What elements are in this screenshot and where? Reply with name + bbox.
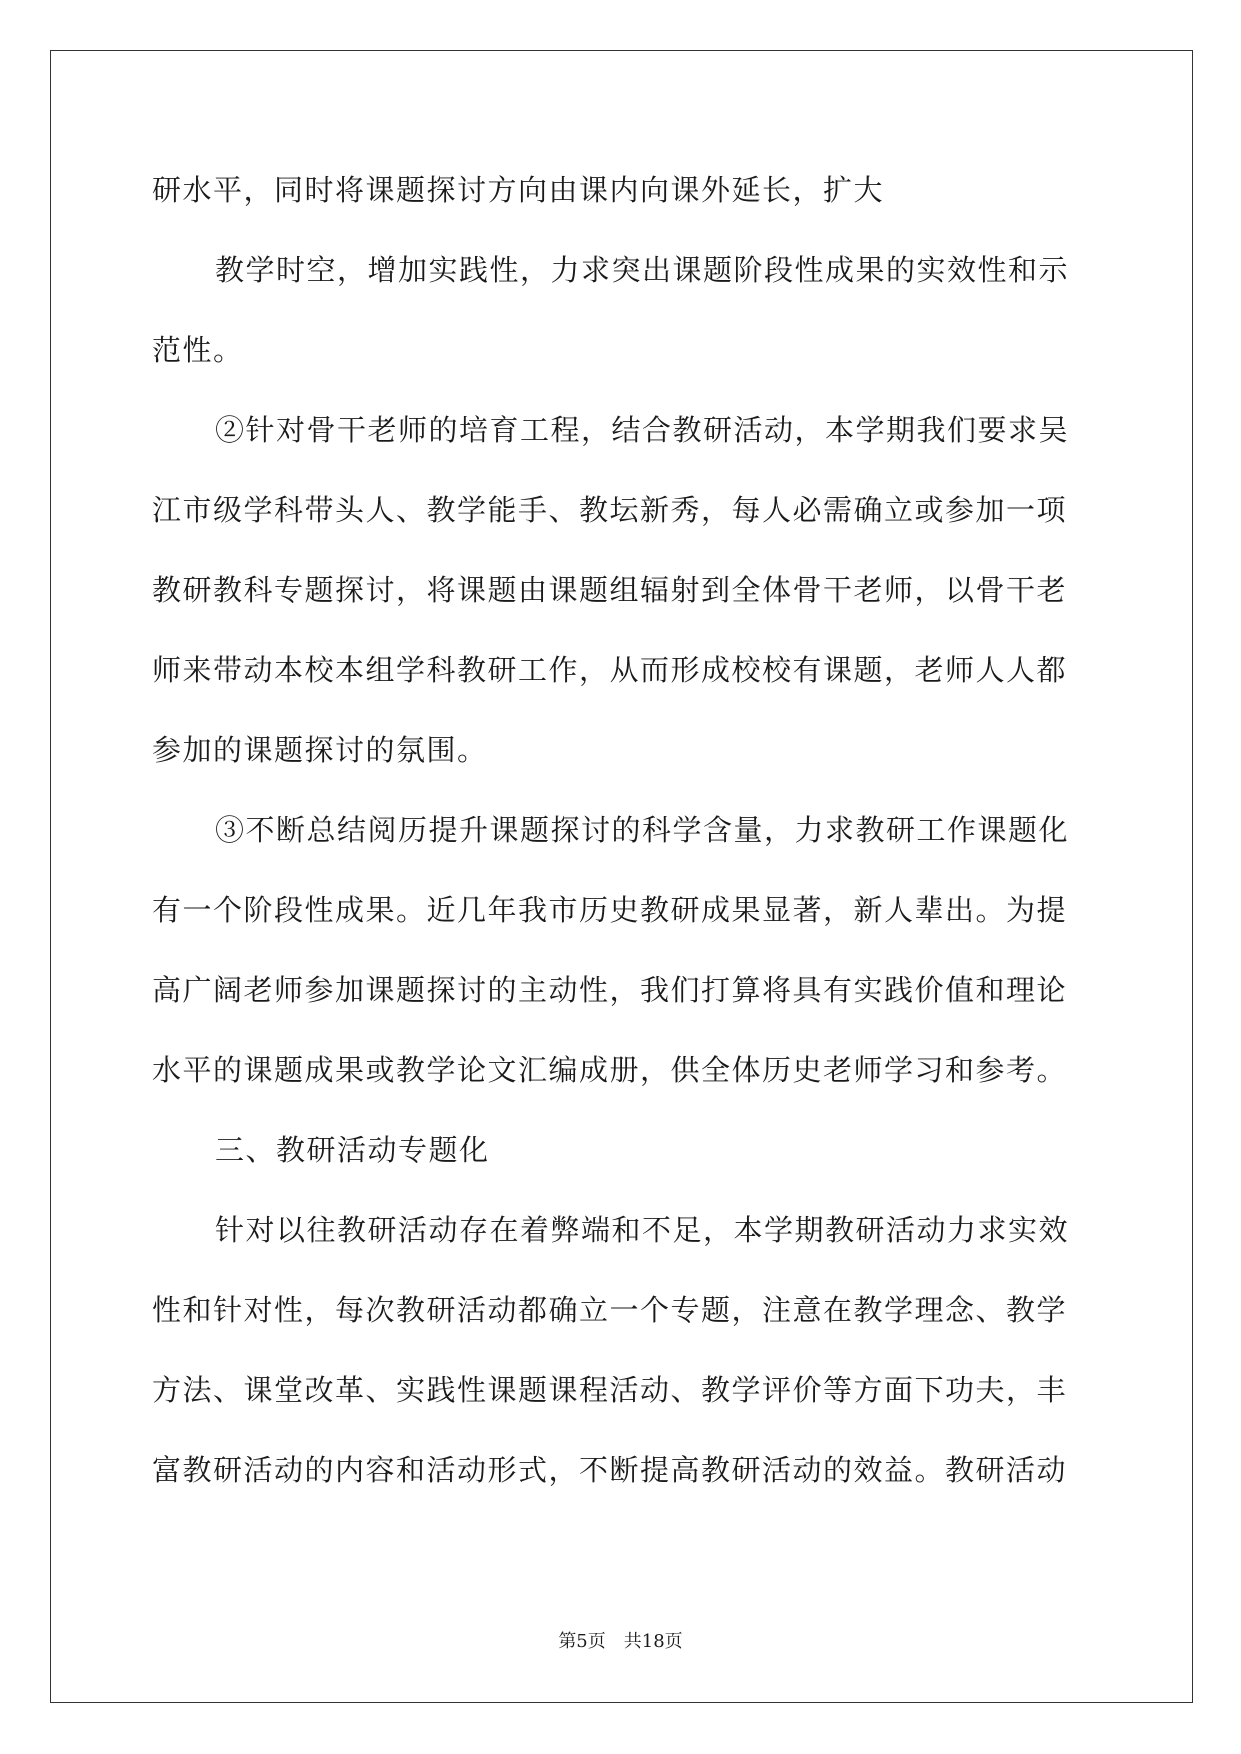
text-line-16: 方法、课堂改革、实践性课题课程活动、教学评价等方面下功夫，丰 [152, 1373, 1068, 1407]
text-line-9: ③不断总结阅历提升课题探讨的科学含量，力求教研工作课题化 [215, 813, 1070, 847]
text-line-3: 范性。 [152, 333, 244, 367]
page-indicator: 第5页 共18页 [558, 1631, 683, 1652]
text-line-15: 性和针对性，每次教研活动都确立一个专题，注意在教学理念、教学 [152, 1293, 1068, 1327]
text-line-5: 江市级学科带头人、教学能手、教坛新秀，每人必需确立或参加一项 [152, 493, 1068, 527]
section-heading: 三、教研活动专题化 [215, 1133, 490, 1167]
text-line-11: 高广阔老师参加课题探讨的主动性，我们打算将具有实践价值和理论 [152, 973, 1068, 1007]
text-line-8: 参加的课题探讨的氛围。 [152, 733, 488, 767]
text-line-14: 针对以往教研活动存在着弊端和不足，本学期教研活动力求实效 [215, 1213, 1070, 1247]
text-line-2: 教学时空，增加实践性，力求突出课题阶段性成果的实效性和示 [215, 253, 1070, 287]
text-line-7: 师来带动本校本组学科教研工作，从而形成校校有课题，老师人人都 [152, 653, 1068, 687]
text-line-6: 教研教科专题探讨，将课题由课题组辐射到全体骨干老师，以骨干老 [152, 573, 1068, 607]
text-line-1: 研水平，同时将课题探讨方向由课内向课外延长，扩大 [152, 173, 885, 207]
text-line-4: ②针对骨干老师的培育工程，结合教研活动，本学期我们要求吴 [215, 413, 1070, 447]
text-line-12: 水平的课题成果或教学论文汇编成册，供全体历史老师学习和参考。 [152, 1053, 1068, 1087]
text-line-10: 有一个阶段性成果。近几年我市历史教研成果显著，新人辈出。为提 [152, 893, 1068, 927]
text-line-17: 富教研活动的内容和活动形式，不断提高教研活动的效益。教研活动 [152, 1453, 1068, 1487]
